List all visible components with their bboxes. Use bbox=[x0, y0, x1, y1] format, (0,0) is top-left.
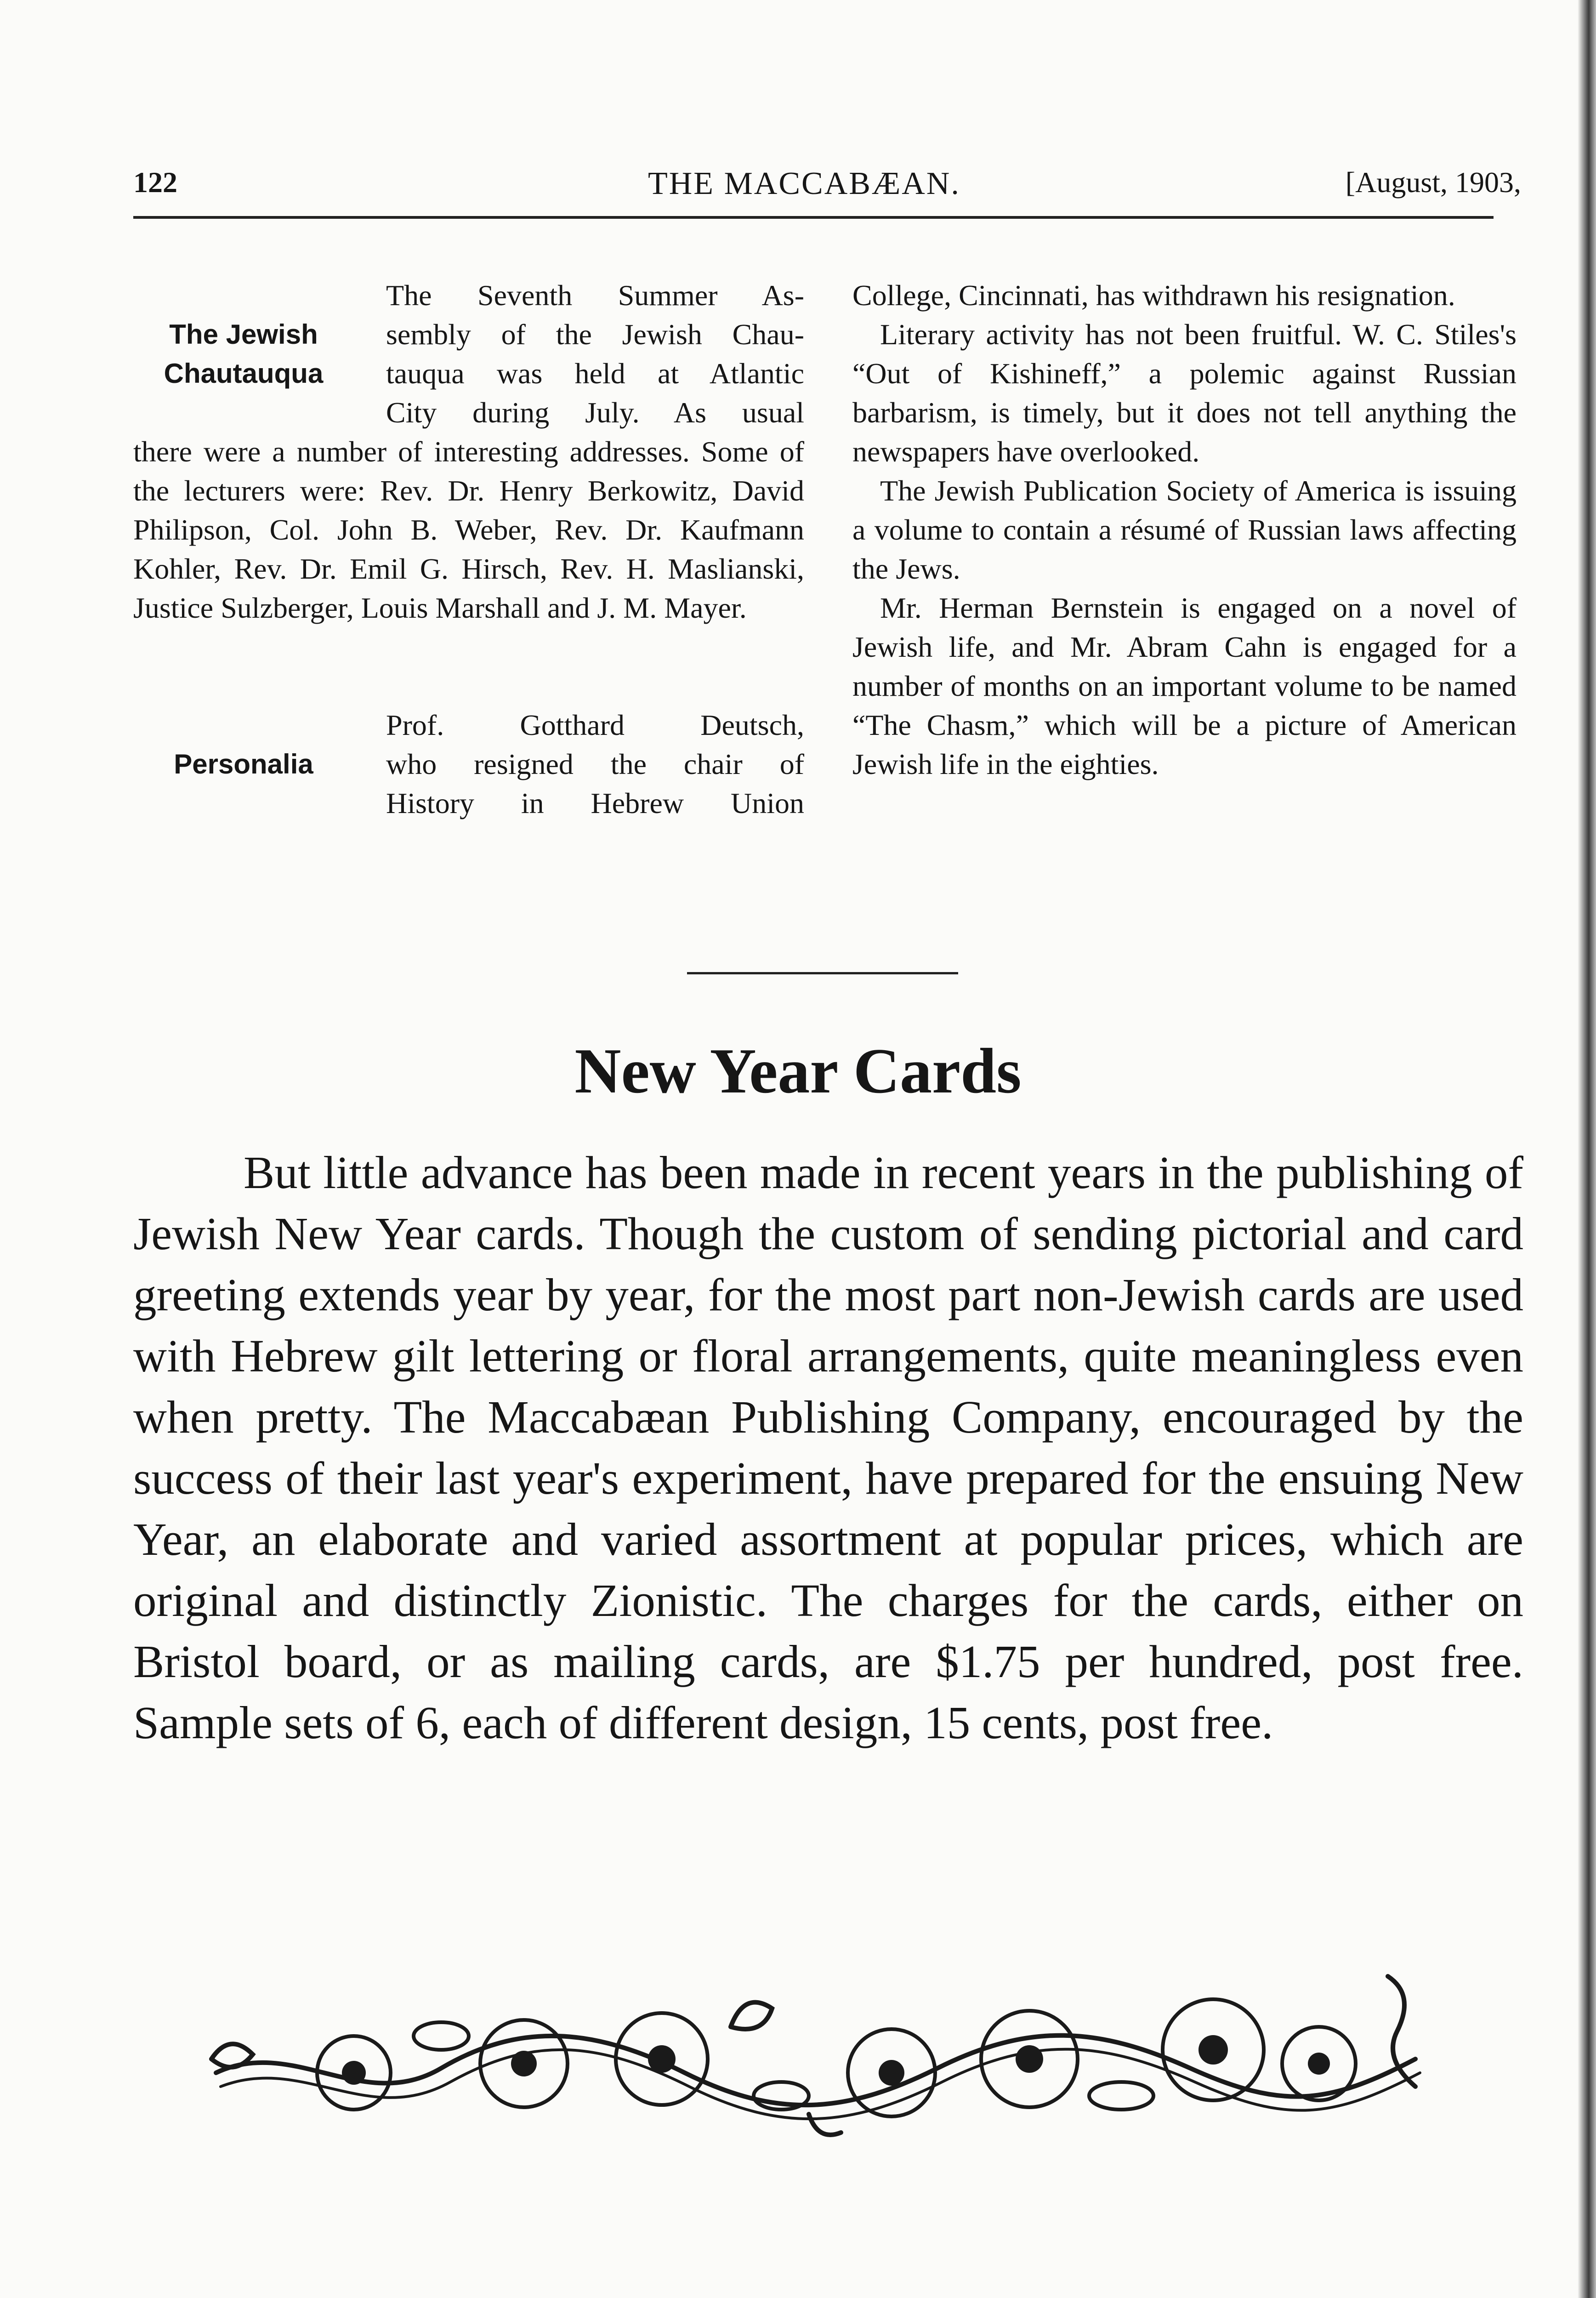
personalia-opening bbox=[386, 705, 804, 823]
paragraph: Literary activity has not been fruitful. W. C. Stiles's “Out of Kishineff,” a polemic against Russian barbarism, is timely, but it does not tell anything the newspapers have overlooked. bbox=[852, 318, 1516, 468]
text-line: City during July. As usual bbox=[386, 396, 804, 429]
chautauqua-sidehead bbox=[133, 315, 354, 393]
text-line: who resigned the chair of bbox=[386, 748, 804, 780]
personalia-section bbox=[133, 705, 804, 823]
personalia-sidehead: Personalia bbox=[174, 749, 313, 779]
new-year-body bbox=[133, 1142, 1523, 1753]
page-number: 122 bbox=[133, 166, 177, 199]
scan-page-edge bbox=[1578, 0, 1596, 2298]
left-column bbox=[133, 276, 804, 823]
sidehead-line: Chautauqua bbox=[164, 358, 324, 389]
running-title: THE MACCABÆAN. bbox=[648, 166, 960, 201]
issue-date: [August, 1903, bbox=[1345, 166, 1521, 199]
text-line: sembly of the Jewish Chau- bbox=[386, 318, 804, 351]
text-line: tauqua was held at Atlantic bbox=[386, 357, 804, 390]
sidehead-line: The Jewish bbox=[169, 319, 318, 350]
right-column bbox=[852, 276, 1516, 784]
chautauqua-continuation: there were a number of interesting addresses. Some of the lecturers were: Rev. Dr. Henry Berkowitz, David Philipson, Col. John B. Weber, Rev. Dr. Kaufmann Kohler, Rev. Dr. Emil G. Hirsch, Rev. H. Maslianski, Justice Sulzberger, Louis Marshall and J. M. Mayer. bbox=[133, 435, 804, 624]
header-rule bbox=[133, 216, 1494, 219]
paragraph: The Jewish Publication Society of America is issuing a volume to contain a résumé of Russian laws affecting the Jews. bbox=[852, 474, 1516, 585]
section-divider bbox=[687, 972, 958, 974]
new-year-paragraph: But little advance has been made in recent years in the publishing of Jewish New Year cards. Though the custom of sending pictorial and card greeting extends year by year, for the most part non-Jewish cards are used with Hebrew gilt lettering or floral arrangements, quite meaningless even when pretty. The Maccabæan Publishing Company, encouraged by the success of their last year's experiment, have prepared for the ensuing New Year, an elaborate and varied assortment at popular prices, which are original and distinctly Zionistic. The charges for the cards, either on Bristol board, or as mailing cards, are $1.75 per hundred, post free. Sample sets of 6, each of different design, 15 cents, post free. bbox=[133, 1147, 1523, 1748]
text-line: Prof. Gotthard Deutsch, bbox=[386, 709, 804, 741]
flower-cluster bbox=[342, 2035, 1330, 2086]
text-line: The Seventh Summer As- bbox=[386, 279, 804, 312]
page-header bbox=[133, 165, 1521, 207]
chautauqua-section bbox=[133, 276, 804, 627]
chautauqua-opening bbox=[386, 276, 804, 432]
text-line: History in Hebrew Union bbox=[386, 787, 804, 819]
paragraph: College, Cincinnati, has withdrawn his resignation. bbox=[852, 279, 1455, 312]
paragraph: Mr. Herman Bernstein is engaged on a novel of Jewish life, and Mr. Abram Cahn is engaged for a number of months on an important volume to be named “The Chasm,” which will be a picture of American Jewish life in the eighties. bbox=[852, 592, 1516, 780]
floral-garland-ornament bbox=[202, 1921, 1434, 2179]
new-year-title: New Year Cards bbox=[574, 1035, 1022, 1107]
